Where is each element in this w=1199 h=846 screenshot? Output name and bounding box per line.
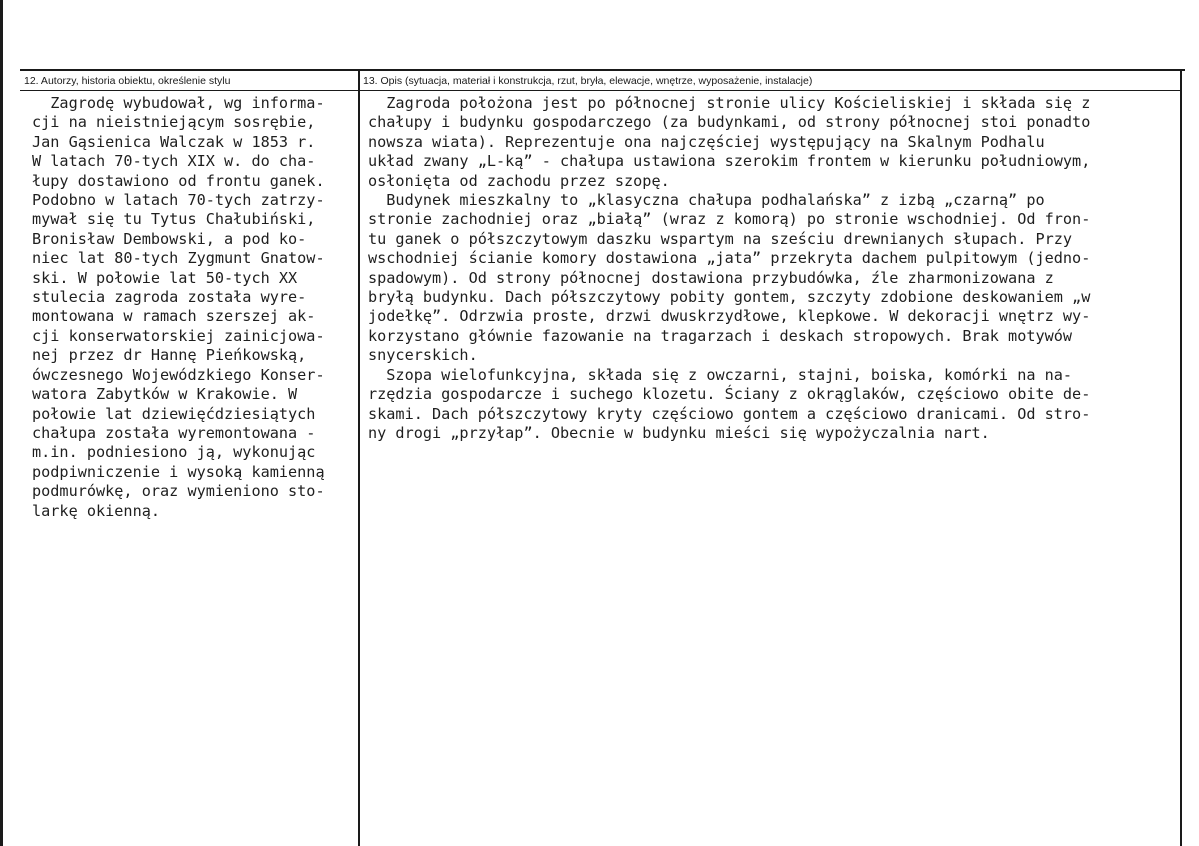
form-top-rule [20, 69, 1185, 71]
section-13-heading: 13. Opis (sytuacja, materiał i konstrukcja, rzut, bryła, elewacje, wnętrze, wyposażenie, instalacje) [363, 75, 813, 87]
section-12-heading-rule [20, 90, 358, 91]
section-13-description-text: Zagroda położona jest po północnej stronie ulicy Kościeliskiej i składa się z chałupy i budynku gospodarczego (za budynkami, od strony północnej stoi ponadto nowsza wiata). Reprezentuje ona najczęściej występujący na Skalnym Podhalu układ zwany „L-ką” - chałupa ustawiona szerokim frontem w kierunku południowym, osłonięta od zachodu przez szopę. Budynek mieszkalny to „klasyczna chałupa podhalańska” z izbą „czarną” po stronie zachodniej oraz „białą” (wraz z komorą) po stronie wschodniej. Od fron- tu ganek o półszczytowym daszku wspartym na sześciu drewnianych słupach. Przy wschodniej ścianie komory dostawiona „jata” przekryta dachem pulpitowym (jedno- spadowym). Od strony północnej dostawiona przybudówka, źle zharmonizowana z bryłą budynku. Dach półszczytowy pobity gontem, szczyty zdobione deskowaniem „w jodełkę”. Odrzwia proste, drzwi dwuskrzydłowe, klepkowe. W dekoracji wnętrz wy- korzystano głównie fazowanie na tragarzach i deskach stropowych. Brak motywów snycerskich. Szopa wielofunkcyjna, składa się z owczarni, stajni, boiska, komórki na na- rzędzia gospodarcze i suchego klozetu. Ściany z okrąglaków, częściowo obite de- skami. Dach półszczytowy kryty częściowo gontem a częściowo dranicami. Od stro- ny drogi „przyłap”. Obecnie w budynku mieści się wypożyczalnia nart. [368, 94, 1091, 442]
form-right-border [1180, 70, 1182, 846]
section-12-history-text: Zagrodę wybudował, wg informa- cji na nieistniejącym sosrębie, Jan Gąsienica Walczak w 1853 r. W latach 70-tych XIX w. do cha- łupy dostawiono od frontu ganek. Podobno w latach 70-tych zatrzy- mywał się tu Tytus Chałubiński, Bronisław Dembowski, a pod ko- niec lat 80-tych Zygmunt Gnatow- ski. W połowie lat 50-tych XX stulecia zagroda została wyre- montowana w ramach szerszej ak- cji konserwatorskiej zainicjowa- nej przez dr Hannę Pieńkowską, ówczesnego Wojewódzkiego Konser- watora Zabytków w Krakowie. W połowie lat dziewięćdziesiątych chałupa została wyremontowana - m.in. podniesiono ją, wykonując podpiwniczenie i wysoką kamienną podmurówkę, oraz wymieniono sto- larkę okienną. [32, 94, 325, 520]
section-12-heading: 12. Autorzy, historia obiektu, określenie stylu [24, 75, 231, 87]
section-13-heading-rule [360, 90, 1180, 91]
page-left-border [0, 0, 3, 846]
